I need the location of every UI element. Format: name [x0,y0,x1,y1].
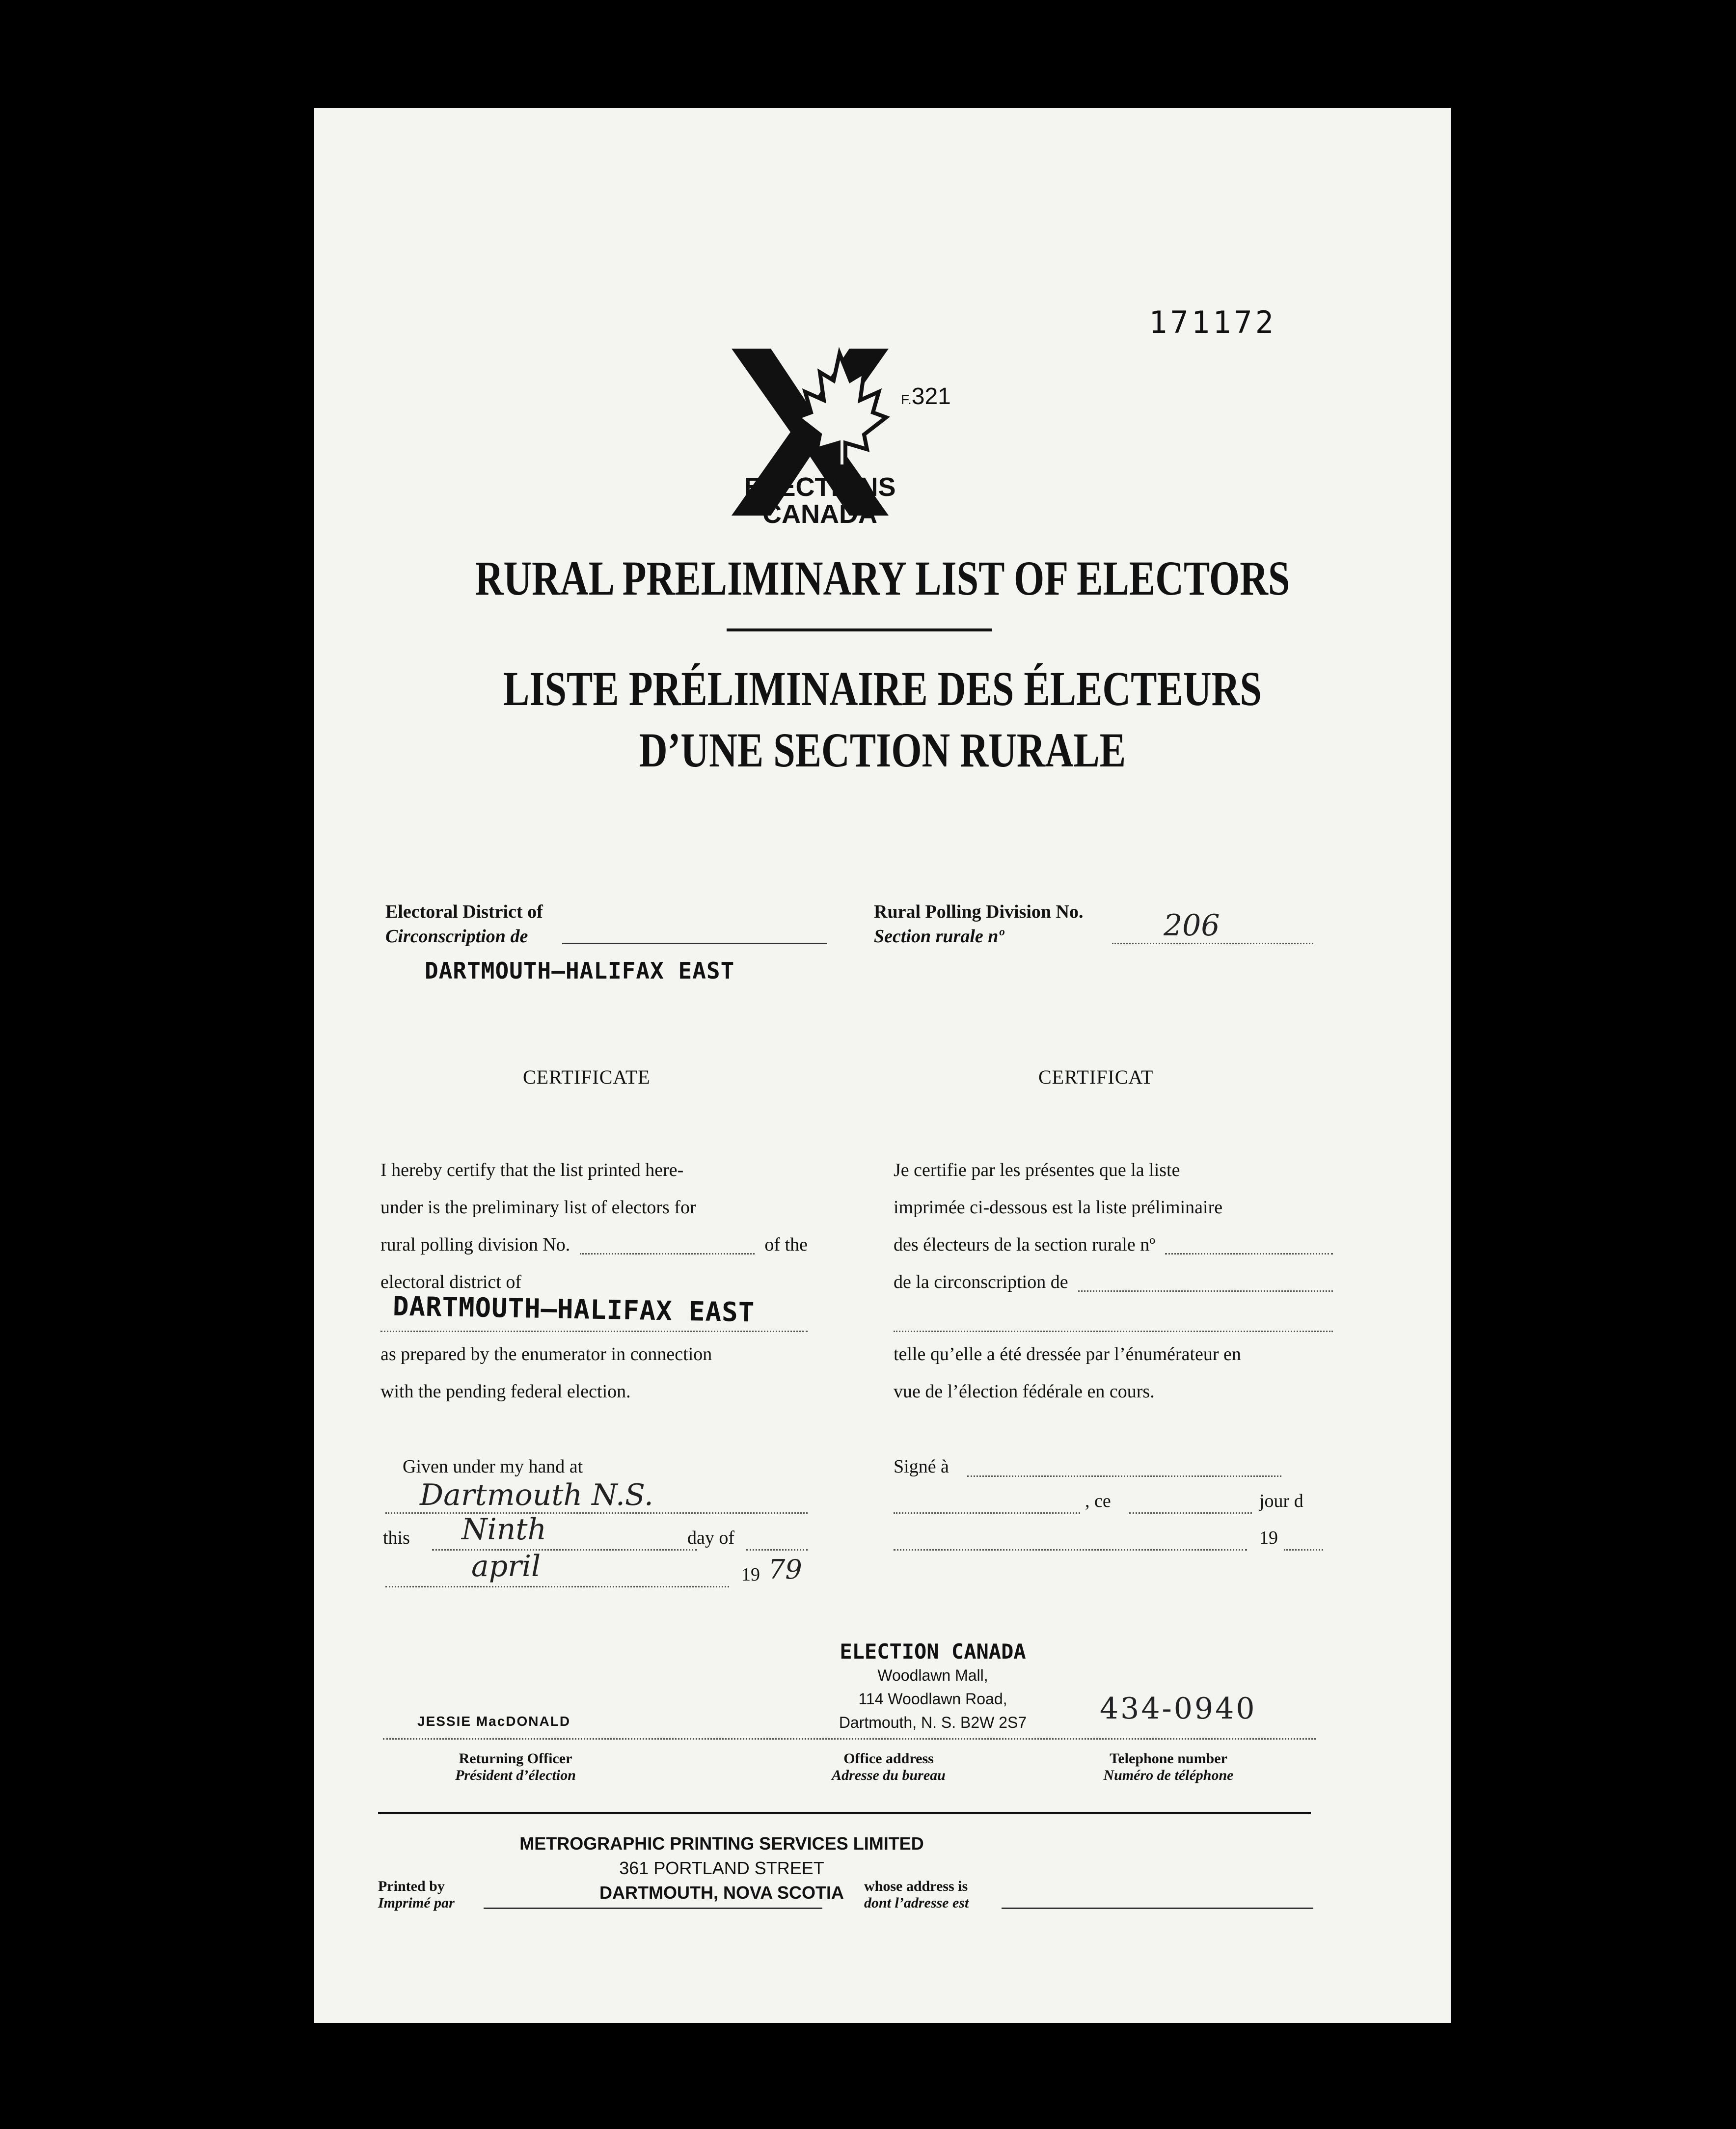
cert-fr-district-line [1078,1263,1333,1292]
office-address-stamp [786,1640,1080,1734]
cap-ro-fr: Président d’élection [455,1767,576,1783]
form-code: 321 [911,383,951,409]
certificate-fr-body2 [894,1336,1333,1410]
certificate-en-body [380,1151,808,1301]
logo-text-line2: CANADA [762,499,877,529]
polling-line [1112,943,1313,944]
title-french-line1: LISTE PRÉLIMINAIRE DES ÉLECTEURS [503,661,1262,716]
form-sheet [314,108,1451,2023]
polling-label-fr: Section rurale nº [874,926,1004,947]
cert-en-district-line [380,1331,808,1332]
year-suffix-en: 79 [768,1554,802,1585]
office-line2: Woodlawn Mall, [877,1666,988,1684]
title-french-line2: D’UNE SECTION RURALE [639,723,1126,777]
signe-label: Signé à [894,1456,949,1477]
cert-en-line3-end: of the [764,1234,808,1255]
caption-office-address [786,1750,992,1784]
cert-en-division-line [580,1226,755,1255]
cert-fr-line5: telle qu’elle a été dressée par l’énumérateur en [894,1344,1241,1365]
returning-officer-name: JESSIE MacDONALD [417,1714,571,1729]
certificate-heading-en: CERTIFICATE [523,1066,651,1088]
printer-street: 361 PORTLAND STREET [619,1858,824,1878]
signature-line [383,1738,1316,1740]
day-value: Ninth [461,1512,547,1547]
given-place: Dartmouth N.S. [420,1478,653,1512]
ce-label: , ce [1085,1491,1111,1511]
elections-canada-logo-icon [717,334,923,540]
cert-en-line1: I hereby certify that the list printed here- [380,1160,684,1180]
given-label: Given under my hand at [403,1456,583,1477]
cert-en-line4: electoral district of [380,1272,521,1292]
day-of-line [746,1549,808,1551]
cap-office-en: Office address [843,1750,934,1767]
printed-by-line [484,1908,822,1909]
office-line3: 114 Woodlawn Road, [858,1690,1007,1708]
district-label-en: Electoral District of [385,901,543,922]
cert-fr-line2: imprimée ci-dessous est la liste préliminaire [894,1197,1223,1218]
caption-returning-officer [412,1750,619,1784]
month-line [385,1586,729,1587]
certificate-heading-fr: CERTIFICAT [1038,1066,1154,1088]
certificate-en-body2 [380,1336,808,1410]
title-divider [727,628,992,631]
given-place-line [385,1512,808,1514]
certificate-fr-body [894,1151,1333,1301]
caption-telephone [1060,1750,1276,1784]
title-english: RURAL PRELIMINARY LIST OF ELECTORS [475,551,1290,605]
cap-ro-en: Returning Officer [459,1750,572,1767]
cert-en-line5: as prepared by the enumerator in connection [380,1344,712,1365]
jour-label: jour d [1259,1491,1303,1511]
cert-fr-division-line [1165,1226,1333,1255]
logo-text-line1: ELECTIONS [744,472,896,502]
day-of-label: day of [687,1528,735,1548]
district-value: DARTMOUTH–HALIFAX EAST [425,957,735,984]
cert-fr-district-line2 [894,1331,1333,1332]
form-number [901,383,951,410]
cert-en-line6: with the pending federal election. [380,1381,631,1402]
office-line1: ELECTION CANADA [840,1639,1026,1664]
month-fr-line [894,1549,1247,1551]
cert-fr-line6: vue de l’élection fédérale en cours. [894,1381,1155,1402]
month-value: april [471,1549,541,1583]
cert-fr-line3: des électeurs de la section rurale nº [894,1234,1155,1255]
printed-by-en: Printed by [378,1878,445,1894]
printed-by-labels [378,1878,491,1911]
form-prefix: F. [901,392,912,407]
office-line4: Dartmouth, N. S. B2W 2S7 [839,1714,1027,1731]
address-label-en: whose address is [864,1878,968,1894]
district-line [562,943,827,944]
signe-line [967,1475,1281,1477]
polling-value: 206 [1164,908,1220,943]
printer-city: DARTMOUTH, NOVA SCOTIA [599,1883,844,1903]
year-fr-line [1284,1549,1323,1551]
cert-fr-line4: de la circonscription de [894,1272,1068,1292]
printer-address-labels [864,1878,1011,1911]
serial-number: 171172 [1149,304,1276,340]
cap-office-fr: Adresse du bureau [832,1767,946,1783]
printer-address-line [1002,1908,1313,1909]
jour-line [1129,1512,1252,1514]
cert-en-district-stamp: DARTMOUTH–HALIFAX EAST [392,1290,755,1328]
footer-divider [378,1812,1311,1814]
printer-name: METROGRAPHIC PRINTING SERVICES LIMITED [519,1833,924,1854]
this-label: this [383,1528,410,1548]
year-prefix-fr: 19 [1259,1528,1278,1548]
telephone-value: 434-0940 [1100,1692,1257,1726]
cert-fr-line1: Je certifie par les présentes que la liste [894,1160,1180,1180]
cert-en-line3: rural polling division No. [380,1234,570,1255]
polling-label-en: Rural Polling Division No. [874,901,1084,922]
year-prefix-en: 19 [741,1564,760,1585]
cert-en-line2: under is the preliminary list of electors for [380,1197,696,1218]
cap-tel-fr: Numéro de téléphone [1103,1767,1234,1783]
printed-by-fr: Imprimé par [378,1895,455,1911]
ce-line [894,1512,1080,1514]
address-label-fr: dont l’adresse est [864,1895,969,1911]
cap-tel-en: Telephone number [1110,1750,1227,1767]
district-label-fr: Circonscription de [385,926,528,947]
